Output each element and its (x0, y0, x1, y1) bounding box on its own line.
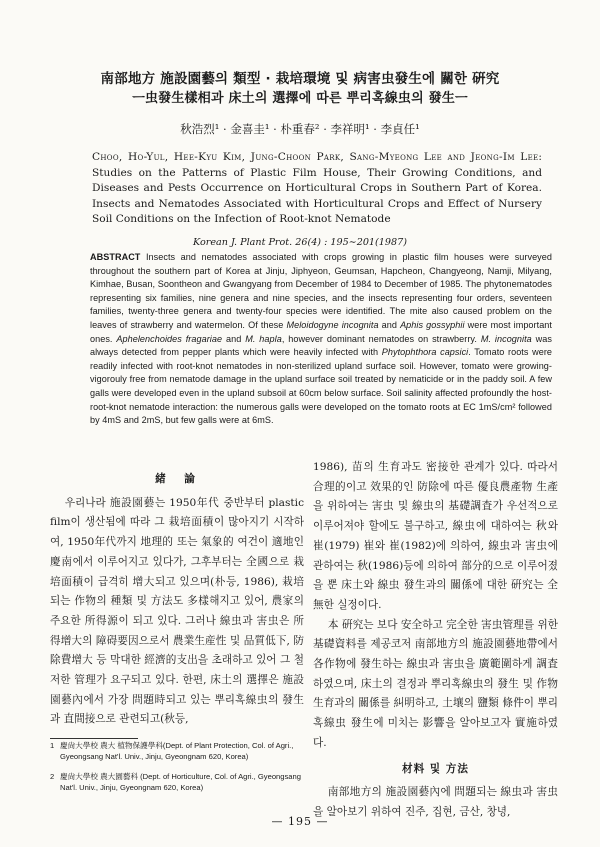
species-name: Meloidogyne incognita (286, 319, 379, 330)
paper-title (40, 70, 560, 108)
english-title-block (92, 150, 542, 228)
footnote-divider (50, 738, 138, 739)
right-column (313, 458, 558, 823)
authors-korean: 秋浩烈¹ · 金喜圭¹ · 朴重春² · 李祥明¹ · 李貞任¹ (180, 122, 420, 136)
title-main: 南部地方 施設園藝의 類型 · 栽培環境 및 病害虫發生에 關한 硏究 (100, 71, 500, 87)
title-subtitle: ㅡ虫發生樣相과 床土의 選擇에 따른 뿌리혹線虫의 發生ㅡ (132, 91, 468, 106)
footnote-1 (50, 741, 312, 762)
intro-paragraph: 우리나라 施設園藝는 1950年代 중반부터 plastic film이 생산됨에 따라 그 栽培面積이 많아지기 시작하여, 1950年代까지 地理的 또는 氣象的 여건이 適地인 慶南에서 이루어지고 있다가, 그후부터는 全國으로 栽培面積이 급격히 增大되고 있으며(朴등, 1986), 栽培되는 作物의 種類 및 方法도 多樣해지고 있어, 農家의 주요한 所得源이 되고 있다. 그러나 線虫과 害虫은 所得增大의 障碍要因으로서 農業生産性 및 品質低下, 防除費增大 등 막대한 經濟的支出을 초래하고 있어 그 철저한 管理가 요구되고 있다. 한편, 床土의 選擇은 施設園藝內에서 가장 問題時되고 있는 뿌리혹線虫의 發生과 直間接으로 관련되고(秋등, (50, 496, 304, 726)
abstract-label: ABSTRACT (90, 252, 141, 262)
methods-paragraph: 南部地方의 施設園藝內에 問題되는 線虫과 害虫을 알아보기 위하여 진주, 집현, 금산, 창녕, (313, 786, 558, 818)
abstract-text: , however dominant nematodes on strawberry. (281, 333, 481, 344)
species-name: Phytophthora capsici (381, 347, 469, 358)
abstract (90, 251, 552, 428)
authors-english: Choo, Ho-Yul, Hee-Kyu Kim, Jung-Choon Park, Sang-Myeong Lee and Jeong-Im Lee (92, 151, 539, 163)
footnote-number: 2 (50, 772, 55, 781)
abstract-text: Insects and nematodes associated with crops growing in plastic film houses were surveyed throughout the southern part of Korea at Jinju, Jiphyeon, Geumsan, Hapcheon, Changyeong, Namji, Milyang, Kimhae, Busan, Soontheon and Gwangyang from December of 1984 to December of 1985. The phytonematodes representing six families, nine genera and nine species, and the insects representing four orders, seventeen families, twenty-three genera and twenty-four species were identified. The mite also caused problem on the leaves of strawberry and watermelon. Of these (90, 252, 552, 330)
page-number: — 195 — (271, 815, 329, 828)
species-name: Aphelenchoides fragariae (116, 333, 223, 344)
abstract-text: and (222, 333, 246, 344)
species-name: Aphis gossyphii (400, 319, 465, 330)
species-name: M. hapla (245, 333, 282, 344)
methods-heading: 材料 및 方法 (402, 762, 469, 775)
intro-heading: 緒 論 (155, 473, 199, 485)
abstract-text: was always detected from pepper plants which were heavily infected with (90, 333, 553, 358)
english-title: : Studies on the Patterns of Plastic Film House, Their Growing Conditions, and Diseases and Pests Occurrence on Horticultural Crops in Southern Part of Korea. Insects and Nematodes Associated with Horticultural Crops and Effect of Nursery Soil Conditions on the Infection of Root-knot Nematode (92, 151, 542, 226)
footnote-text: 慶尙大學校 農大 植物保護學科(Dept. of Plant Protection, Col. of Agri., Gyeongsang Nat'l. Univ., Jinju, Gyeongnam 620, Korea) (60, 741, 294, 761)
abstract-text: and (378, 319, 401, 330)
abstract-text: were most important ones. (90, 319, 552, 344)
objective-paragraph: 本 硏究는 보다 安全하고 完全한 害虫管理를 위한 基礎資料를 제공코저 南部地方의 施設園藝地帶에서 各作物에 發生하는 線虫과 害虫을 廣範圍하게 調査하였으며, 床土의 결정과 뿌리혹線虫의 發生 및 作物生育과의 關係를 糾明하고, 土壤의 鹽類 條件이 뿌리혹線虫 發生에 미치는 影響을 알아보고자 實施하였다. (313, 618, 558, 749)
footnote-text: 慶尙大學校 農大園藝科 (Dept. of Horticulture, Col. of Agri., Gyeongsang Nat'l. Univ., Jinju, Gyeongnam 620, Korea) (60, 772, 301, 792)
abstract-text: . Tomato roots were readily infected with root-knot nematodes in non-sterilized upland surface soil. However, tomato were growing-vigorouly free from nematode damage in the upland surface soil treated by nematicide or in the paddy soil. A few galls were developed even in the upland subsoil at 60cm below surface. Soil salinity affected profoundly the host-root-knot nematode interaction: the numerous galls were developed on the tomato roots at EC 1mS/cm² followed by 4mS and 2mS, but few galls were at 6mS. (90, 347, 552, 426)
left-column (50, 470, 304, 730)
intro-paragraph-continued: 1986), 苗의 生育과도 密接한 관계가 있다. 따라서 合理的이고 效果的인 防除에 따른 優良農產物 生產을 위하여는 害虫 및 線虫의 基礎調査가 우선적으로 이루어져야 할에도 불구하고, 線虫에 대하여는 秋와 崔(1979) 崔와 崔(1982)에 의하여, 線虫과 害虫에 관하여는 秋(1986)등에 의하여 部分的으로 이루어졌을 뿐 床土와 線虫 發生과의 關係에 대한 硏究는 全無한 실정이다. (313, 461, 558, 611)
journal-citation: Korean J. Plant Prot. 26(4) : 195∼201(1987) (193, 237, 407, 248)
footnote-2 (50, 772, 312, 793)
species-name: M. incognita (480, 333, 532, 344)
footnote-number: 1 (50, 741, 55, 750)
